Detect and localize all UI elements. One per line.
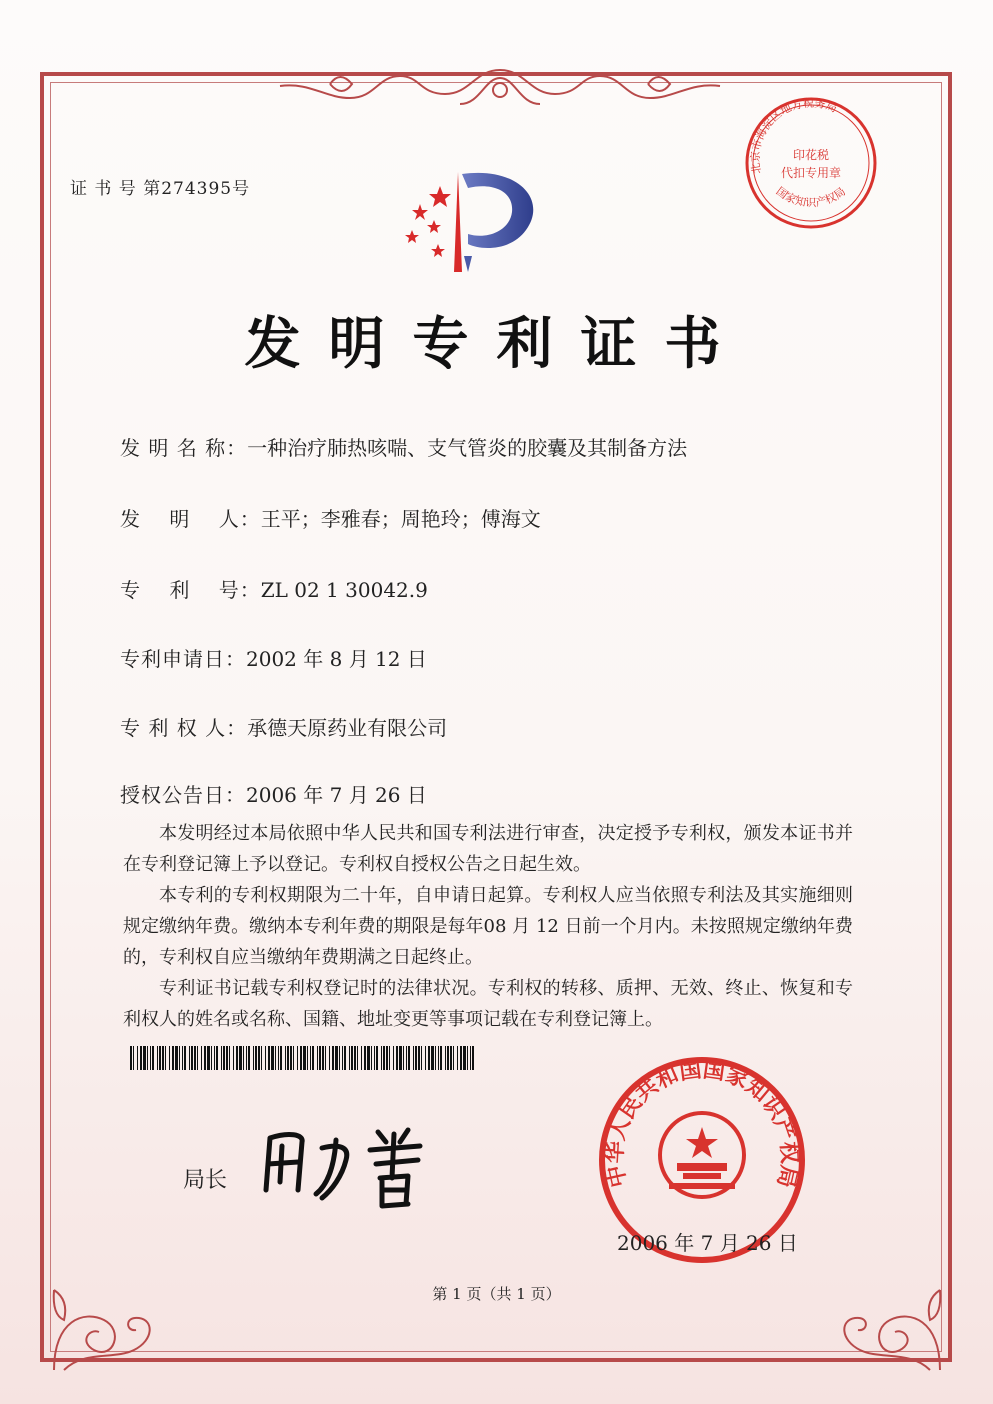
field-value: 一种治疗肺热咳喘、支气管炎的胶囊及其制备方法 [247,436,688,460]
certificate-number: 证 书 号 第274395号 [70,179,251,199]
field-value: 王平；李雅春；周艳玲；傅海文 [260,507,541,531]
svg-text:北京市海淀区地方税务局: 北京市海淀区地方税务局 [748,96,839,175]
field-value: ZL 02 1 30042.9 [260,578,428,602]
field-value: 2002 年 8 月 12 日 [246,647,427,671]
field-grant-date [120,779,427,808]
svg-text:代扣专用章: 代扣专用章 [780,166,842,180]
field-label: 发 明 人： [120,507,261,531]
tax-stamp-seal-icon [741,93,881,233]
field-inventors [120,503,541,532]
field-label: 专 利 权 人： [120,716,248,740]
field-application-date [120,643,427,672]
field-label: 专利申请日： [120,647,246,671]
field-label: 发 明 名 称： [120,436,248,460]
field-value: 2006 年 7 月 26 日 [246,783,427,807]
barcode-icon [130,1046,480,1070]
signature-label: 局长 [183,1168,228,1193]
field-invention-name [120,432,687,461]
svg-text:国家知识产权局: 国家知识产权局 [773,184,848,210]
body-paragraph-1: 本发明经过本局依照中华人民共和国专利法进行审查，决定授予专利权，颁发本证书并在专利登记簿上予以登记。专利权自授权公告之日起生效。 [123,823,853,875]
field-patent-number [120,574,428,603]
field-value: 承德天原药业有限公司 [247,716,448,740]
certificate-title: 发明专利证书 [244,312,749,377]
field-patentee [120,712,447,741]
certificate-body [123,818,853,1035]
field-label: 授权公告日： [120,783,246,807]
director-signature-icon [258,1120,458,1210]
top-ornament [270,64,730,112]
body-paragraph-3: 专利证书记载专利权登记时的法律状况。专利权的转移、质押、无效、终止、恢复和专利权人的姓名或名称、国籍、地址变更等事项记载在专利登记簿上。 [123,978,853,1030]
svg-text:印花税: 印花税 [792,148,830,162]
svg-text:中华人民共和国国家知识产权局: 中华人民共和国国家知识产权局 [602,1057,802,1190]
patent-office-logo-icon [398,160,548,280]
issue-date: 2006 年 7 月 26 日 [617,1231,798,1255]
body-paragraph-2: 本专利的专利权期限为二十年，自申请日起算。专利权人应当依照专利法及其实施细则规定缴纳年费。缴纳本专利年费的期限是每年08 月 12 日前一个月内。未按照规定缴纳年费的，专利权自应当缴纳年费期满之日起终止。 [123,885,853,968]
field-label: 专 利 号： [120,578,261,602]
page-footer: 第 1 页（共 1 页） [432,1285,561,1303]
